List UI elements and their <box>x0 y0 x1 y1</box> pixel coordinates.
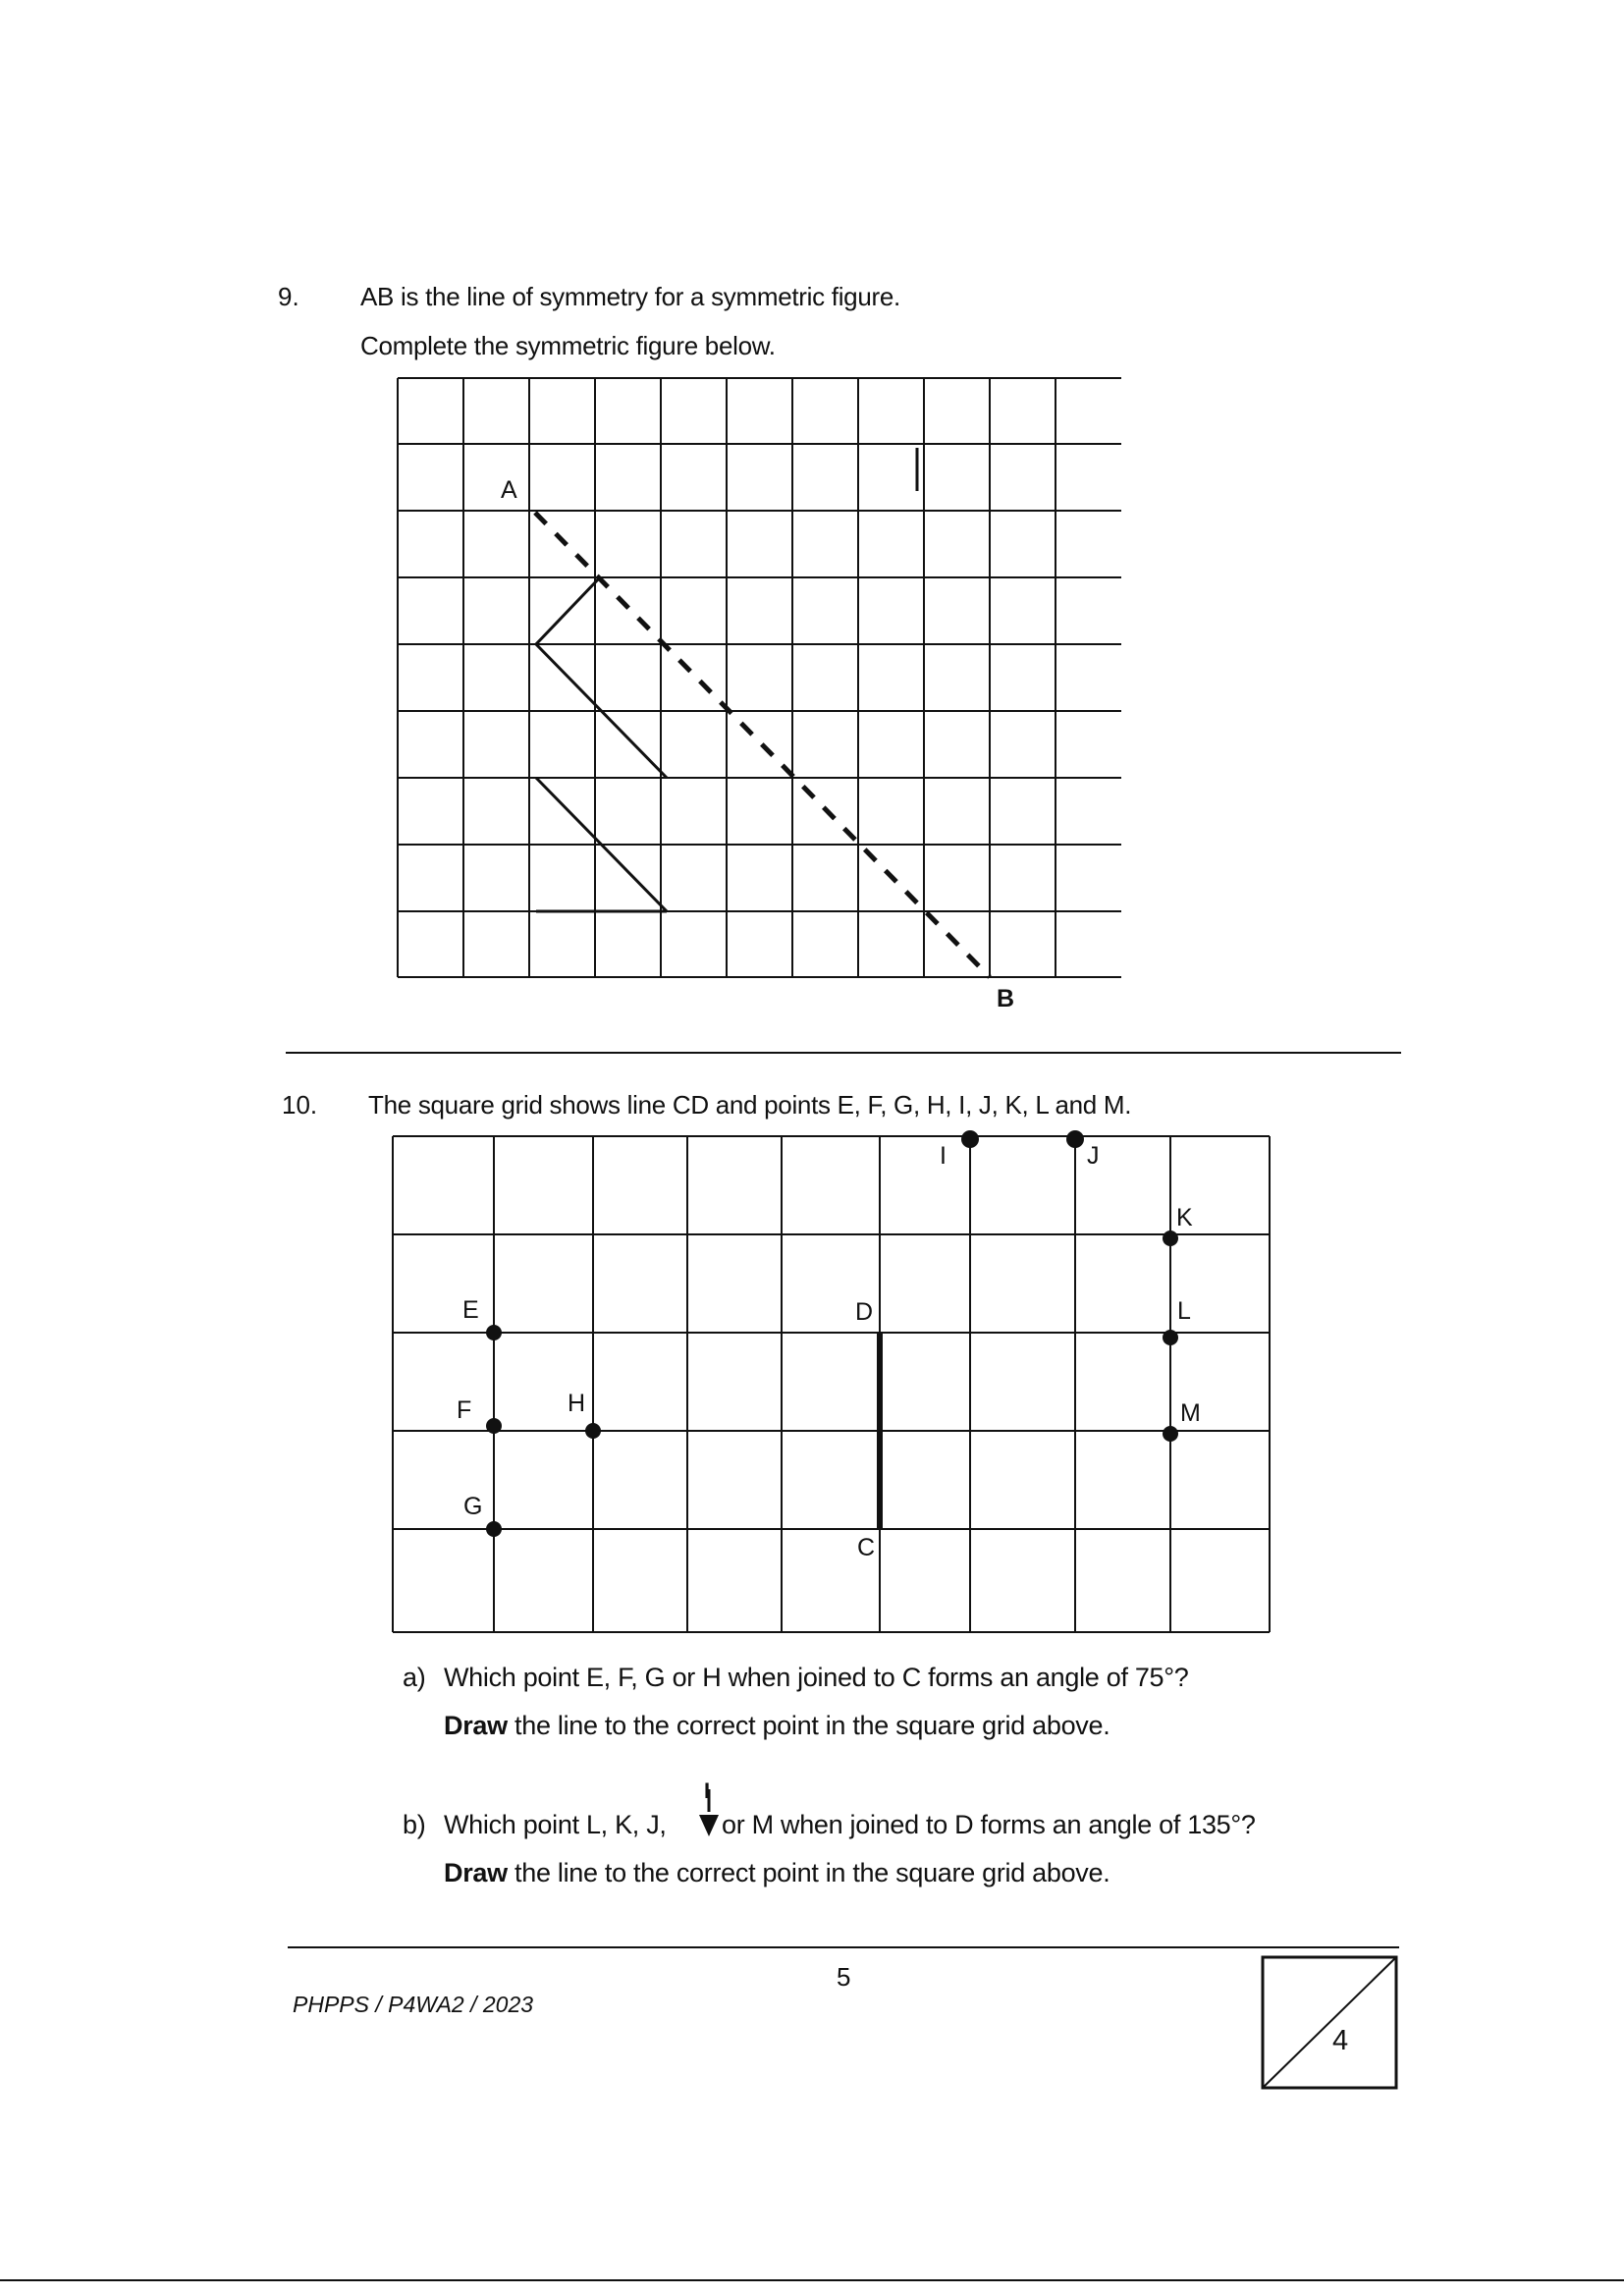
point-l <box>1163 1330 1178 1345</box>
paper-code: PHPPS / P4WA2 / 2023 <box>293 1992 534 2017</box>
point-f <box>486 1418 502 1434</box>
page-number: 5 <box>837 1962 851 1992</box>
point-i <box>961 1130 979 1148</box>
part-b-draw: Draw <box>444 1858 508 1887</box>
part-a-instruction <box>444 1711 1110 1741</box>
question-10-text: The square grid shows line CD and points E, F, G, H, I, J, K, L and M. <box>368 1090 1132 1120</box>
label-g: G <box>463 1493 483 1520</box>
label-e: E <box>462 1296 479 1324</box>
bottom-edge-line <box>0 2279 1624 2281</box>
part-b-question-start: Which point L, K, J, <box>444 1810 667 1839</box>
question-9-number: 9. <box>278 282 299 311</box>
point-h <box>585 1423 601 1439</box>
label-h: H <box>568 1390 586 1417</box>
question-10-number: 10. <box>282 1090 318 1120</box>
half-figure-upper <box>536 577 667 778</box>
point-j <box>1066 1130 1084 1148</box>
label-m: M <box>1180 1399 1201 1427</box>
label-c: C <box>857 1534 876 1561</box>
marks-value: 4 <box>1332 2025 1349 2056</box>
part-b-correction: I <box>704 1778 711 1803</box>
label-a: A <box>501 476 517 504</box>
question-9-text-line2: Complete the symmetric figure below. <box>360 331 776 360</box>
question-9-text-line1: AB is the line of symmetry for a symmetric figure. <box>360 282 900 311</box>
part-b-question-end: or M when joined to D forms an angle of 135°? <box>722 1810 1256 1839</box>
part-b-instruction <box>444 1858 1110 1888</box>
part-b-marker: b) <box>403 1810 426 1839</box>
point-k <box>1163 1230 1178 1246</box>
label-b: B <box>997 985 1015 1012</box>
part-a-draw: Draw <box>444 1711 508 1740</box>
label-f: F <box>457 1396 472 1424</box>
point-e <box>486 1325 502 1340</box>
point-m <box>1163 1426 1178 1442</box>
label-d: D <box>855 1298 874 1326</box>
label-k: K <box>1176 1204 1193 1231</box>
point-g <box>486 1521 502 1537</box>
label-j: J <box>1087 1142 1100 1170</box>
part-a-marker: a) <box>403 1663 426 1692</box>
label-l: L <box>1177 1297 1191 1325</box>
label-i: I <box>940 1142 947 1170</box>
part-b-instruction-rest: the line to the correct point in the square grid above. <box>507 1858 1110 1887</box>
symmetry-line-ab <box>535 513 990 977</box>
footer-divider <box>288 1946 1399 1948</box>
part-a-instruction-rest: the line to the correct point in the square grid above. <box>507 1711 1110 1740</box>
divider-q9-q10 <box>286 1052 1401 1054</box>
part-a-question: Which point E, F, G or H when joined to C forms an angle of 75°? <box>444 1663 1189 1692</box>
